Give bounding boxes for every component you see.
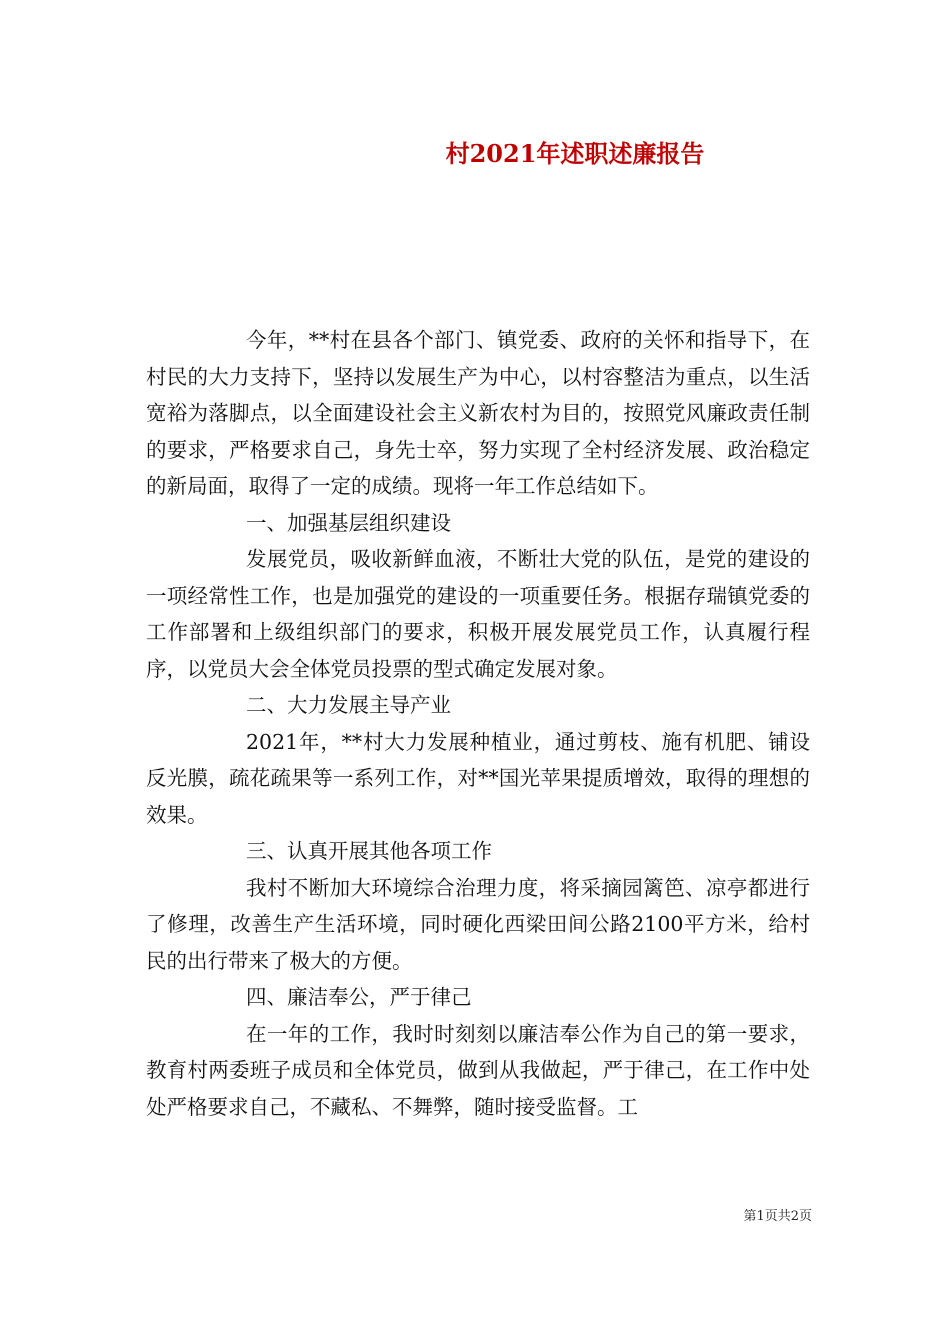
document-title: 村2021年述职述廉报告 [445, 139, 705, 168]
section-paragraph-2: 2021年，**村大力发展种植业，通过剪枝、施有机肥、铺设反光膜，疏花疏果等一系列工作，对**国光苹果提质增效，取得的理想的效果。 [146, 729, 810, 827]
section-paragraph-3: 我村不断加大环境综合治理力度，将采摘园篱笆、凉亭都进行了修理，改善生产生活环境，同时硬化西梁田间公路2100平方米，给村民的出行带来了极大的方便。 [146, 875, 810, 973]
section-heading-1: 一、加强基层组织建设 [246, 510, 451, 535]
intro-paragraph: 今年，**村在县各个部门、镇党委、政府的关怀和指导下，在村民的大力支持下，坚持以发展生产为中心，以村容整洁为重点，以生活宽裕为落脚点，以全面建设社会主义新农村为目的，按照党风廉政责任制的要求，严格要求自己，身先士卒，努力实现了全村经济发展、政治稳定的新局面，取得了一定的成绩。现将一年工作总结如下。 [146, 328, 810, 498]
section-heading-3: 三、认真开展其他各项工作 [246, 839, 492, 863]
section-paragraph-4: 在一年的工作，我时时刻刻以廉洁奉公作为自己的第一要求，教育村两委班子成员和全体党员，做到从我做起，严于律己，在工作中处处严格要求自己，不藏私、不舞弊，随时接受监督。工 [146, 1021, 810, 1119]
document-body [146, 322, 810, 1125]
section-heading-2: 二、大力发展主导产业 [246, 693, 451, 717]
page-number: 第1页共2页 [743, 1209, 812, 1224]
section-heading-4: 四、廉洁奉公，严于律己 [246, 985, 472, 1009]
section-paragraph-1: 发展党员，吸收新鲜血液，不断壮大党的队伍，是党的建设的一项经常性工作，也是加强党的建设的一项重要任务。根据存瑞镇党委的工作部署和上级组织部门的要求，积极开展发展党员工作，认真履行程序，以党员大会全体党员投票的型式确定发展对象。 [146, 547, 810, 681]
